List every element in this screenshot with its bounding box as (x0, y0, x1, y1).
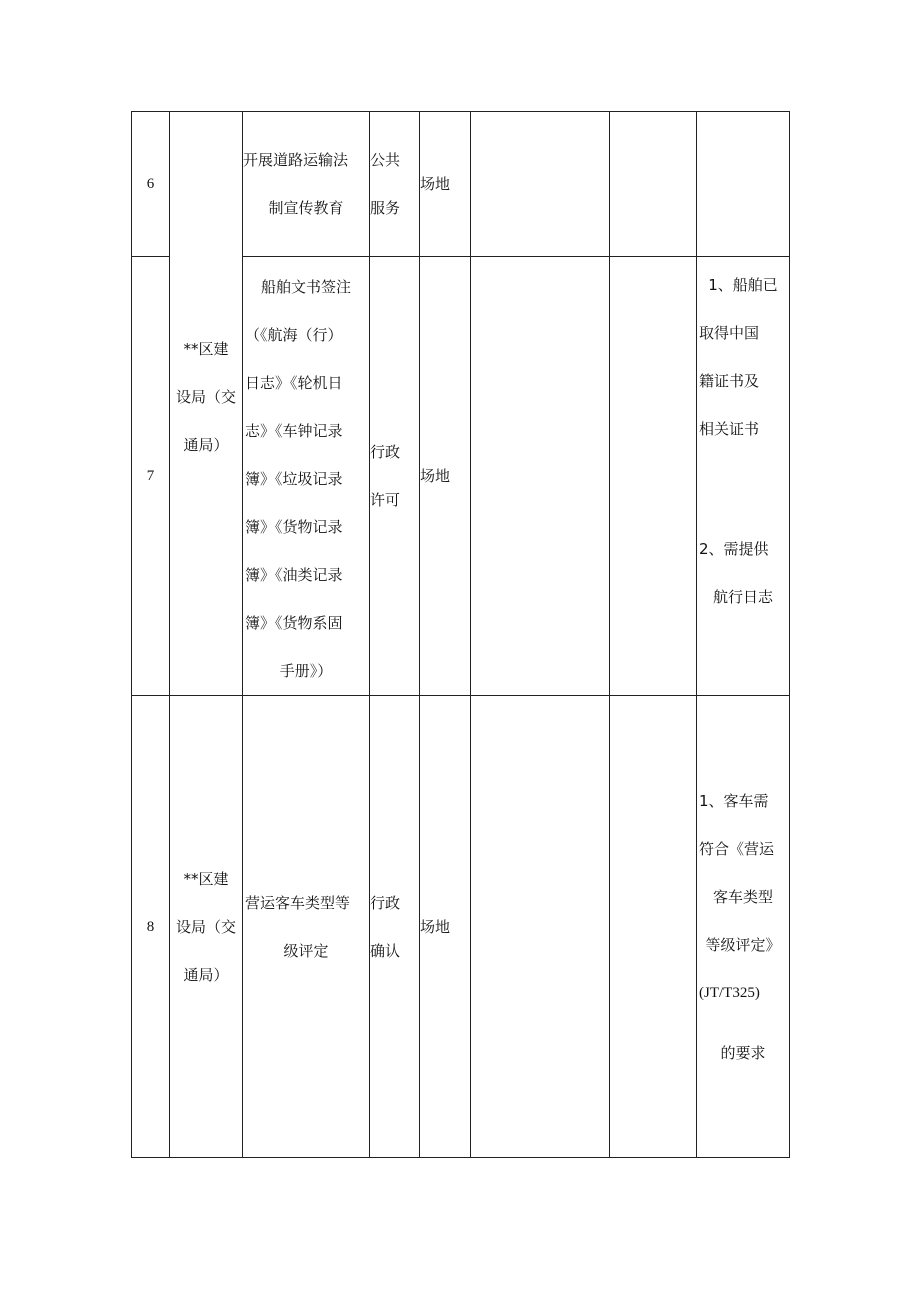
site-cell: 场地 (420, 112, 471, 257)
item-line: 制宣传教育 (268, 199, 344, 217)
empty-cell (610, 257, 697, 696)
item-line: （《航海（行） (245, 326, 343, 344)
item-line: 日志》《轮机日 (245, 374, 343, 392)
dept-line: 通局） (183, 965, 229, 984)
category-line: 确认 (370, 941, 401, 960)
table-row (132, 112, 790, 257)
empty-cell (471, 257, 610, 696)
category-cell (370, 112, 420, 257)
empty-cell (610, 112, 697, 257)
empty-cell (471, 696, 610, 1158)
conditions-cell (697, 257, 790, 696)
condition-line: 1、船舶已 (708, 276, 778, 294)
item-line: 簿》《垃圾记录 (245, 470, 343, 488)
category-line: 服务 (370, 199, 401, 217)
condition-line: 等级评定》 (705, 935, 781, 954)
item-line: 簿》《货物系固 (245, 614, 343, 632)
item-line: 志》《车钟记录 (245, 422, 343, 440)
dept-line: 通局） (183, 436, 229, 454)
condition-line: 2、需提供 (699, 540, 769, 558)
row-number: 7 (132, 257, 170, 696)
dept-cell (170, 696, 243, 1158)
item-line: 开展道路运输法 (243, 151, 349, 169)
service-items-table (131, 111, 790, 1158)
category-line: 公共 (370, 151, 401, 169)
dept-cell (170, 112, 243, 696)
item-cell (243, 696, 370, 1158)
empty-cell (697, 112, 790, 257)
dept-line: 设局（交 (175, 388, 236, 406)
category-cell (370, 696, 420, 1158)
row-number: 8 (132, 696, 170, 1158)
condition-line: 航行日志 (712, 588, 773, 606)
condition-line: 客车类型 (712, 887, 773, 906)
conditions-cell (697, 696, 790, 1158)
condition-line: 1、客车需 (699, 791, 769, 810)
site-cell: 场地 (420, 257, 471, 696)
dept-line: **区建 (183, 869, 229, 888)
item-line: 营运客车类型等 (245, 893, 351, 912)
item-line: 簿》《货物记录 (245, 518, 343, 536)
item-cell (243, 112, 370, 257)
row-number: 6 (132, 112, 170, 257)
dept-line: **区建 (183, 340, 229, 358)
item-line: 船舶文书签注 (260, 278, 351, 296)
condition-line: 取得中国 (699, 324, 760, 342)
table-row (132, 696, 790, 1158)
item-line: 级评定 (283, 941, 329, 960)
category-cell (370, 257, 420, 696)
item-line: 手册》） (279, 662, 333, 680)
dept-line: 设局（交 (175, 917, 236, 936)
category-line: 行政 (370, 893, 401, 912)
condition-line: (JT/T325) (699, 984, 760, 1001)
empty-cell (471, 112, 610, 257)
condition-line: 符合《营运 (699, 839, 775, 858)
site-cell: 场地 (420, 696, 471, 1158)
condition-line: 籍证书及 (699, 372, 760, 390)
condition-line: 的要求 (720, 1043, 766, 1062)
item-cell (243, 257, 370, 696)
category-line: 行政 (370, 443, 401, 461)
condition-line: 相关证书 (699, 420, 760, 438)
category-line: 许可 (370, 491, 401, 509)
item-line: 簿》《油类记录 (245, 566, 343, 584)
empty-cell (610, 696, 697, 1158)
